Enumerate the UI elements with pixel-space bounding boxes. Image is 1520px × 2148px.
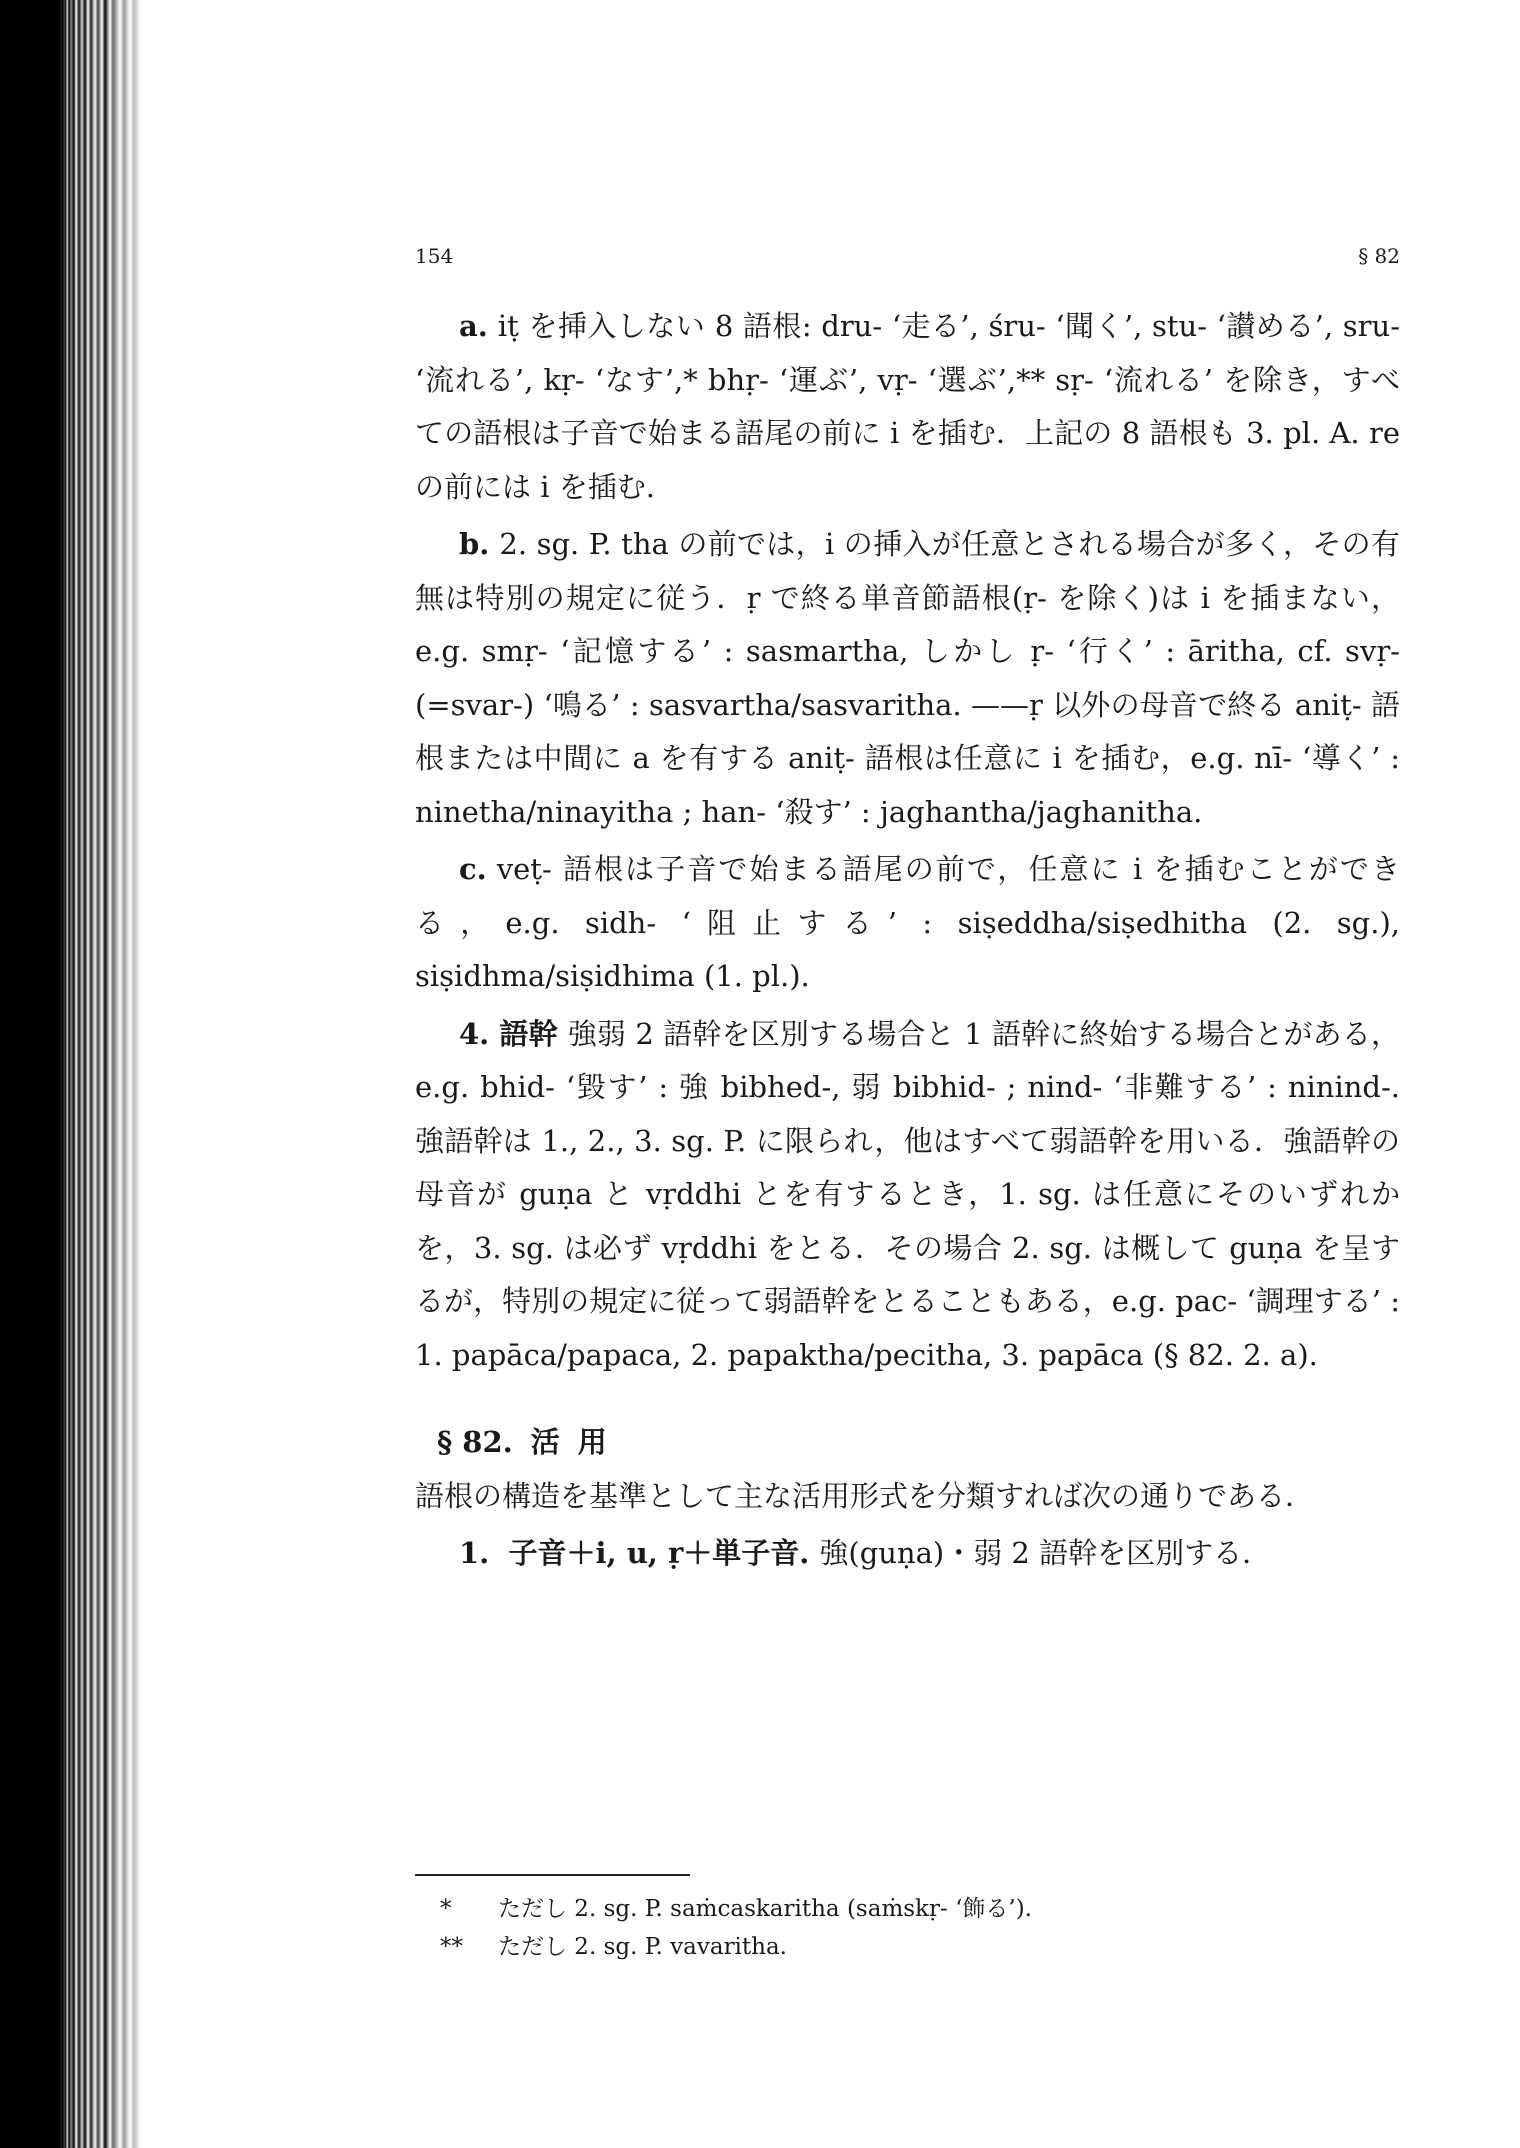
paragraph-c-text: veṭ- 語根は子音で始まる語尾の前で，任意に i を插むことができる，e.g. sidh- ‘阻止する’ : siṣeddha/siṣedhitha (2. sg.), siṣidhma/siṣidhima (1. pl.). (415, 852, 1400, 993)
scan-binding-edge (0, 0, 150, 2148)
paragraph-c-label: c. (459, 852, 487, 886)
footnote-2-text: ただし 2. sg. P. vavaritha. (498, 1934, 787, 1960)
page-number: 154 (415, 244, 454, 268)
paragraph-4 (415, 1008, 1400, 1383)
footnote-2-mark: ** (440, 1934, 463, 1960)
footnote-1 (440, 1890, 1340, 1928)
item-1-heading: 子音＋i, u, ṛ＋単子音. (508, 1536, 810, 1570)
section-82-title: 活用 (530, 1425, 625, 1459)
footnote-2 (440, 1928, 1340, 1966)
running-head (415, 244, 1400, 274)
item-1-label: 1. (459, 1536, 490, 1570)
paragraph-b (415, 518, 1400, 839)
paragraph-b-label: b. (459, 527, 490, 561)
paragraph-b-text: 2. sg. P. tha の前では，i の挿入が任意とされる場合が多く，その有無は特別の規定に従う．ṛ で終る単音節語根(ṛ- を除く)は i を插まない，e.g. smṛ- ‘記憶する’ : sasmartha, しかし ṛ- ‘行く’ : āritha, cf. svṛ- (=svar-) ‘鳴る’ : sasvartha/sasvaritha. ——ṛ 以外の母音で終る aniṭ- 語根または中間に a を有する aniṭ- 語根は任意に i を插む，e.g. nī- ‘導く’ : ninetha/ninayitha ; han- ‘殺す’ : jaghantha/jaghanitha. (415, 527, 1400, 829)
paragraph-c (415, 843, 1400, 1004)
section-82-item-1 (459, 1527, 1400, 1581)
section-reference: § 82 (1358, 244, 1400, 268)
footnote-divider (415, 1874, 690, 1876)
item-1-text: 強(guṇa)・弱 2 語幹を区別する． (819, 1536, 1272, 1570)
section-82-intro: 語根の構造を基準として主な活用形式を分類すれば次の通りである． (415, 1478, 1315, 1513)
footnotes (440, 1890, 1340, 1966)
paragraph-a-text: iṭ を挿入しない 8 語根: dru- ‘走る’, śru- ‘聞く’, stu- ‘讃める’, sru- ‘流れる’, kṛ- ‘なす’,* bhṛ- ‘運ぶ’, vṛ- ‘選ぶ’,** sṛ- ‘流れる’ を除き，すべての語根は子音で始まる語尾の前に i を插む．上記の 8 語根も 3. pl. A. re の前には i を插む. (415, 309, 1400, 504)
footnote-1-mark: * (440, 1896, 452, 1922)
main-text (415, 300, 1400, 1581)
paragraph-a-label: a. (459, 309, 488, 343)
paragraph-4-text: 強弱 2 語幹を区別する場合と 1 語幹に終始する場合とがある，e.g. bhid- ‘毀す’ : 強 bibhed-, 弱 bibhid- ; nind- ‘非難する’ : ninind-. 強語幹は 1., 2., 3. sg. P. に限られ，他はすべて弱語幹を用いる．強語幹の母音が guṇa と vṛddhi とを有するとき，1. sg. は任意にそのいずれかを，3. sg. は必ず vṛddhi をとる．その場合 2. sg. は概して guṇa を呈するが，特別の規定に従って弱語幹をとることもある，e.g. pac- ‘調理する’ : 1. papāca/papaca, 2. papaktha/pecitha, 3. papāca (§ 82. 2. a). (415, 1016, 1400, 1372)
section-82-number: § 82. (437, 1425, 513, 1459)
paragraph-4-label: 4. (459, 1016, 490, 1051)
paragraph-4-heading: 語幹 (499, 1016, 558, 1051)
section-82-heading (437, 1416, 1400, 1470)
paragraph-a (415, 300, 1400, 514)
footnote-1-text: ただし 2. sg. P. saṁcaskaritha (saṁskṛ- ‘飾る’). (498, 1896, 1032, 1922)
